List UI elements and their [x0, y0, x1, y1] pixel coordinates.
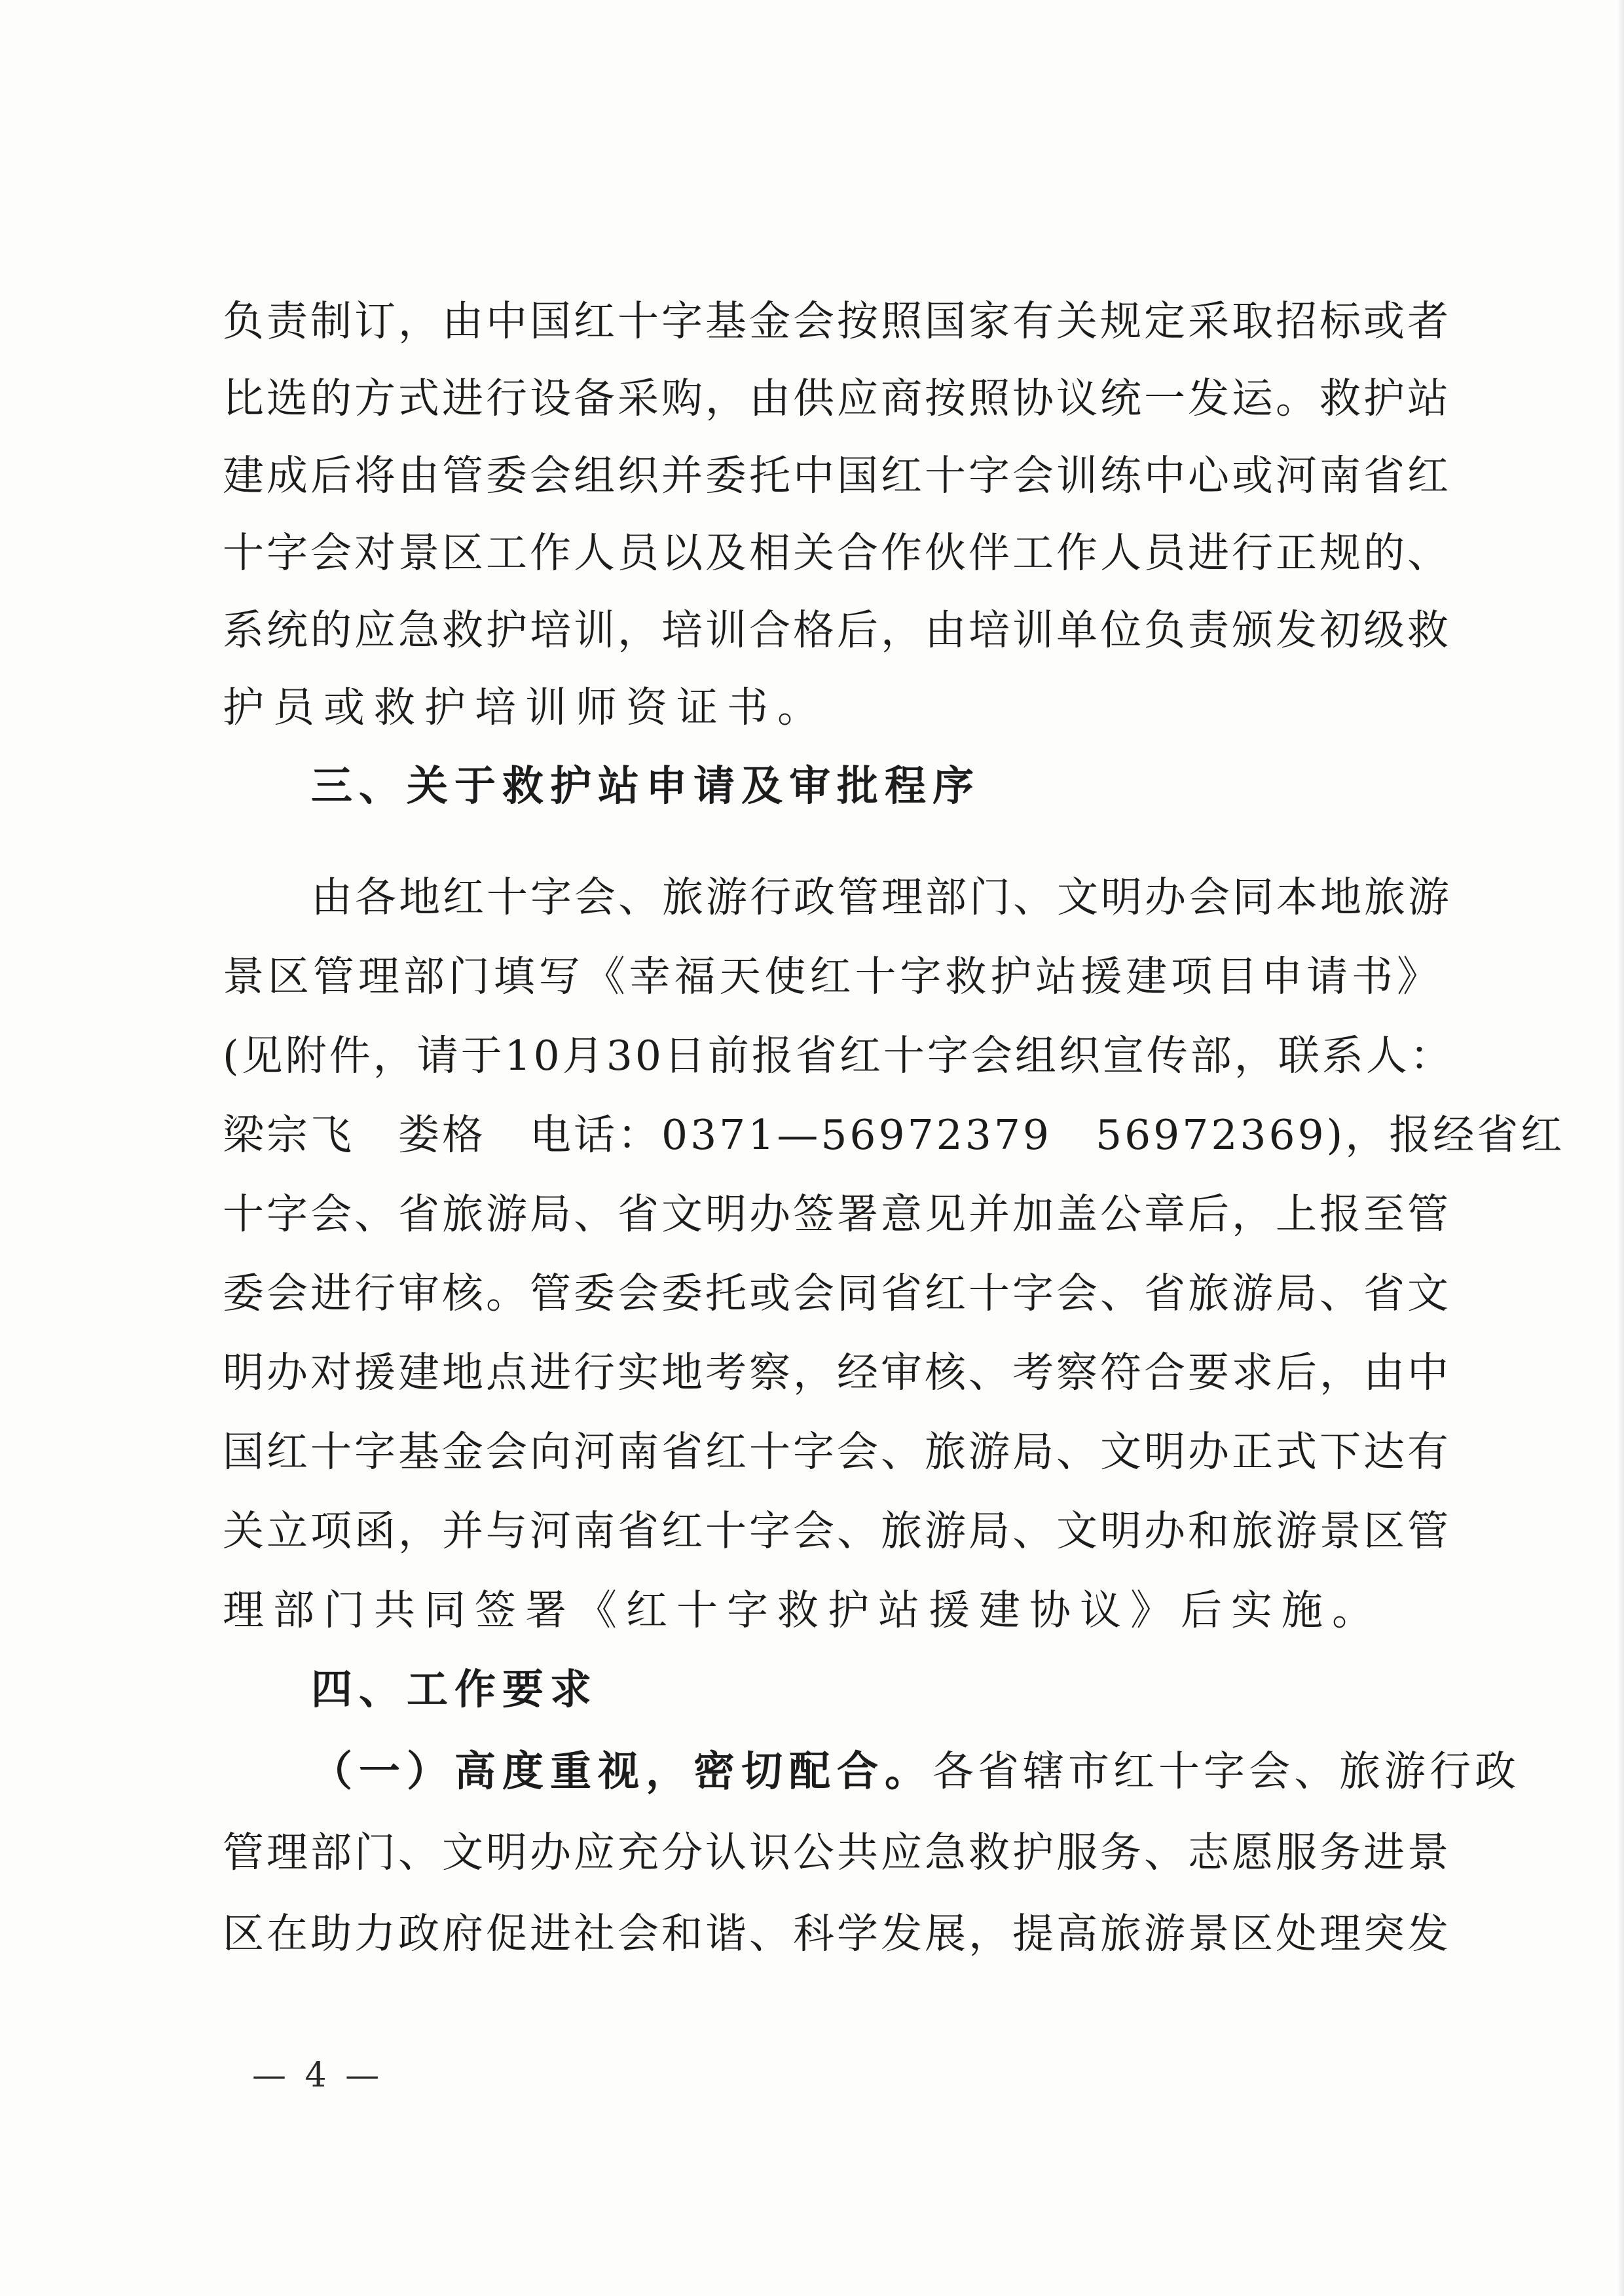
body-line-2: 比选的方式进行设备采购，由供应商按照协议统一发运。救护站: [223, 374, 1451, 422]
body-line-11: 十字会、省旅游局、省文明办签署意见并加盖公章后，上报至管: [223, 1190, 1451, 1238]
body-line-12: 委会进行审核。管委会委托或会同省红十字会、省旅游局、省文: [223, 1269, 1451, 1317]
body-line-15: 关立项函，并与河南省红十字会、旅游局、文明办和旅游景区管: [223, 1507, 1451, 1555]
body-line-3: 建成后将由管委会组织并委托中国红十字会训练中心或河南省红: [223, 452, 1451, 500]
body-line-14: 国红十字基金会向河南省红十字会、旅游局、文明办正式下达有: [223, 1428, 1451, 1476]
requirement-heading: （一）高度重视，密切配合。: [311, 1747, 932, 1795]
section-heading-3: 三、关于救护站申请及审批程序: [311, 762, 980, 810]
body-line-6: 护员或救护培训师资证书。: [223, 683, 828, 731]
body-line-7: 由各地红十字会、旅游行政管理部门、文明办会同本地旅游: [311, 873, 1452, 921]
body-line-16: 理部门共同签署《红十字救护站援建协议》后实施。: [223, 1586, 1382, 1634]
body-line-13: 明办对援建地点进行实地考察，经审核、考察符合要求后，由中: [223, 1349, 1451, 1396]
body-line-18: 区在助力政府促进社会和谐、科学发展，提高旅游景区处理突发: [223, 1910, 1451, 1958]
body-line-10: 梁宗飞 娄格 电话：0371—56972379 56972369)，报经省红: [223, 1111, 1565, 1159]
requirement-line-1: [311, 1741, 1520, 1802]
body-line-9: (见附件，请于10月30日前报省红十字会组织宣传部，联系人：: [223, 1032, 1454, 1080]
section-heading-4: 四、工作要求: [311, 1666, 598, 1713]
body-line-1: 负责制订，由中国红十字基金会按照国家有关规定采取招标或者: [223, 297, 1451, 345]
requirement-text: 各省辖市红十字会、旅游行政: [932, 1747, 1520, 1795]
scan-edge-shadow: [1617, 0, 1624, 2296]
page-number: — 4 —: [252, 2056, 384, 2095]
body-line-8: 景区管理部门填写《幸福天使红十字救护站援建项目申请书》: [223, 953, 1441, 1000]
body-line-4: 十字会对景区工作人员以及相关合作伙伴工作人员进行正规的、: [223, 529, 1451, 577]
body-line-17: 管理部门、文明办应充分认识公共应急救护服务、志愿服务进景: [223, 1829, 1451, 1876]
body-line-5: 系统的应急救护培训，培训合格后，由培训单位负责颁发初级救: [223, 606, 1451, 654]
